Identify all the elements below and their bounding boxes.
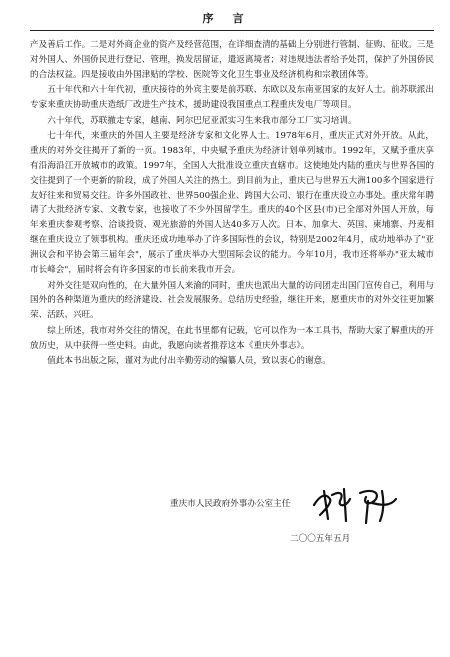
paragraph-1950s: 五十年代和六十年代初，重庆接待的外宾主要是前苏联、东欧以及东南亚国家的友好人士。前苏联派出专家来重庆协助重庆造纸厂改进生产技术，援助建设我国重点工程重庆发电厂等项目。 <box>30 85 434 111</box>
paragraph-exchange: 对外交往是双向性的，在大量外国人来渝的同时，重庆也派出大量的访问团走出国门宣传自己，利用与国外的各种渠道为重庆的经济建设、社会发展服务。总结历史经验，继往开来，愿重庆市的对外交往更加繁荣、活跃、兴旺。 <box>30 280 434 321</box>
preface-body <box>30 38 434 369</box>
page-header-title: 序 言 <box>202 12 248 25</box>
handwritten-signature <box>310 485 402 525</box>
paragraph-1960s: 六十年代，苏联撤走专家，越南、阿尔巴尼亚派实习生来我市部分工厂实习培训。 <box>47 115 357 126</box>
signature-block <box>170 485 410 525</box>
signer-title: 重庆市人民政府外事办公室主任 <box>170 499 291 509</box>
header-divider <box>30 30 434 31</box>
paragraph-thanks: 值此本书出版之际，谨对为此付出辛勤劳动的编纂人员，致以衷心的谢意。 <box>47 356 331 367</box>
paragraph-continuation: 产及善后工作。二是对外商企业的资产及经营范围，在详细查清的基础上分别进行管制、征购、征收。三是对外国人、外国侨民进行登记、管理，换发居留证，遣返离境者；对违规违法者给予处罚，保护了外国侨民的合法权益。四是接收由外国津贴的学校、医院等文化卫生事业及经济机构和宗教团体等。 <box>30 40 434 80</box>
paragraph-1970s: 七十年代，来重庆的外国人主要是经济专家和文化界人士。1978年6月，重庆正式对外开放。从此，重庆的对外交往揭开了新的一页。1983年，中央赋予重庆为经济计划单列城市。1992年，又赋予重庆享有沿海沿江开放城市的政策。1997年，全国人大批准设立重庆直辖市。这使地处内陆的重庆与世界各国的交往提到了一个更新的阶段，成了外国人关注的热土。到目前为止，重庆已与世界五大洲100多个国家进行友好往来和贸易交往。许多外国政社、世界500强企业、跨国大公司、银行在重庆设立办事处。重庆常年聘请了大批经济专家、文教专家，也接收了不少外国留学生。重庆的40个区县(市)已全部对外国人开放，每年来重庆参观考察、洽谈投资、观光旅游的外国人达40多万人次。日本、加拿大、英国、柬埔寨、丹麦相继在重庆设立了领事机构。重庆还成功地举办了许多国际性的会议，特别是2002年4月，成功地举办了"亚洲议会和平协会第三届年会"，展示了重庆举办大型国际会议的能力。今年10月，我市还将举办"亚太城市市长峰会"，届时将会有许多国家的市长前来我市开会。 <box>30 130 434 276</box>
paragraph-summary: 综上所述，我市对外交往的情况，在此书里都有记载，它可以作为一本工具书，帮助大家了解重庆的开放历史，从中获得一些史料。由此，我愿向读者推荐这本《重庆外事志》。 <box>30 325 434 351</box>
signature-date: 二〇〇五年五月 <box>290 534 351 544</box>
